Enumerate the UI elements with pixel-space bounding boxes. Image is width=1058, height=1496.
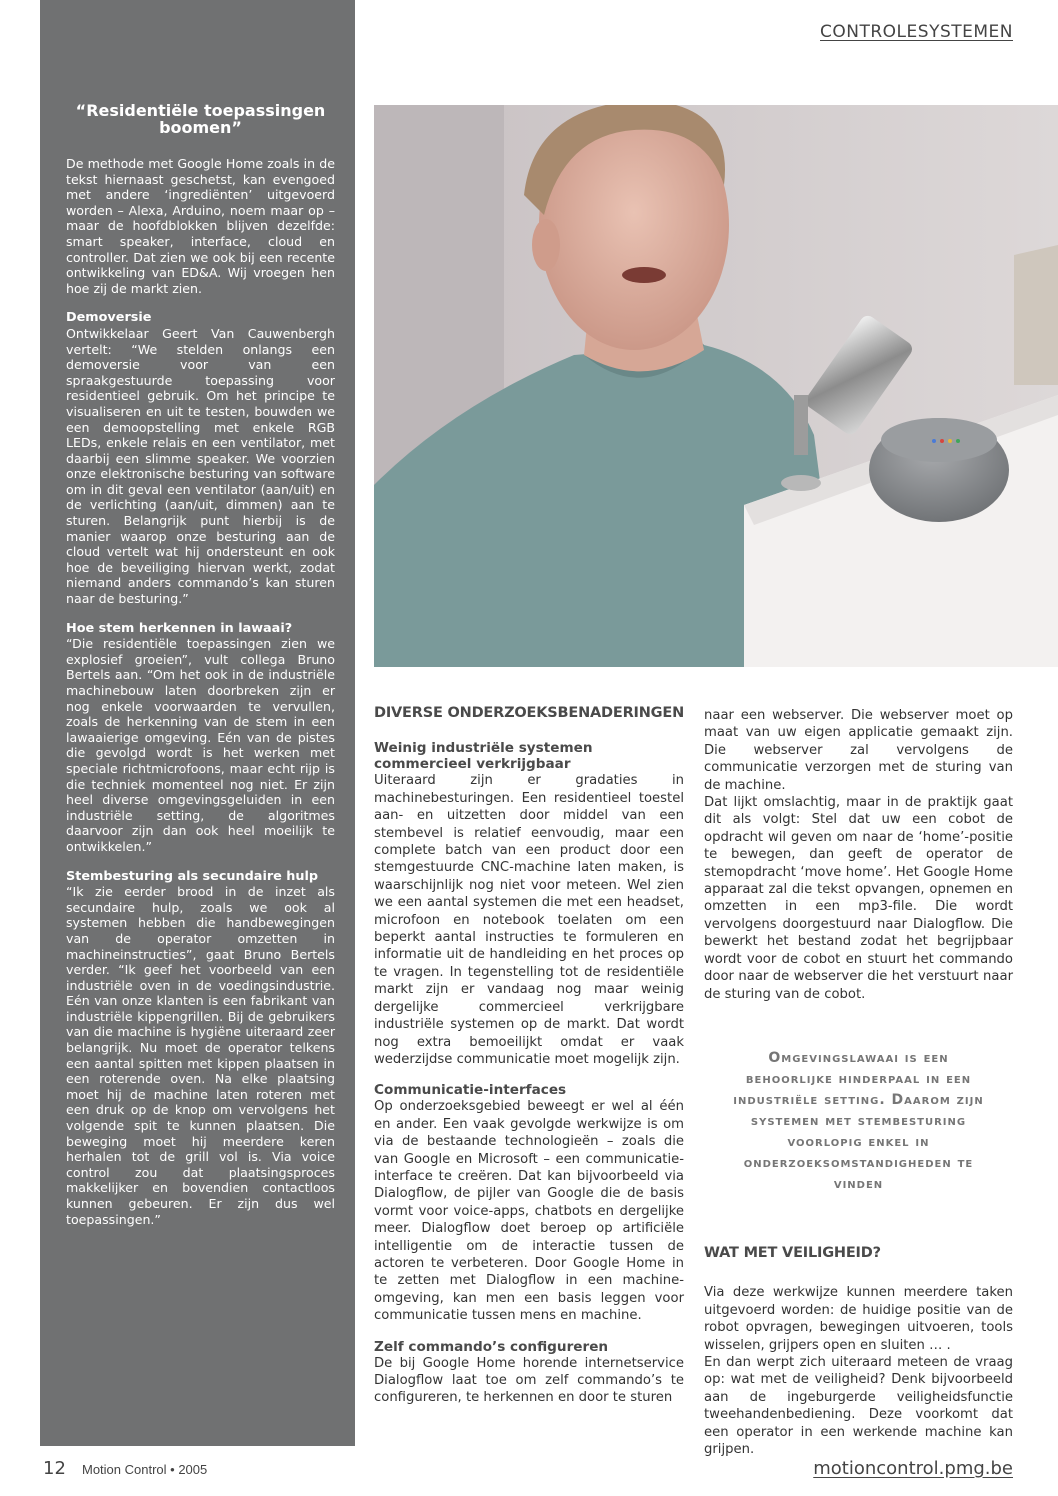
photo-illustration <box>374 105 1058 667</box>
sidebar-body-secundair: “Ik zie eerder brood in de inzet als secundaire hulp, zoals we ook al systemen hebben die handbewegingen van de operator omzetten in machineinstructies”, gaat Bruno Bertels verder. “Ik geef het voorbeeld van een industriële oven in de voedingsindustrie. Eén van onze klanten is een fabrikant van industriële kippengrillen. Bij de gebruikers van die machine is hygiëne uiteraard zeer belangrijk. Nu moet de operator telkens een aantal spitten met kippen plaatsen in een roterende oven. Na elke plaatsing moet hij de machine laten roteren met een druk op de knop om vervolgens het volgende spit te kunnen plaatsen. Die beweging moet hij meerdere keren herhalen tot de grill vol is. Via voice control zou dat plaatsingsproces makkelijker en bovendien contactloos kunnen gebeuren. Er zijn dus wel toepassingen.” <box>66 884 335 1227</box>
sidebar-body-demoversie: Ontwikkelaar Geert Van Cauwenbergh vertelt: “We stelden onlangs een demoversie voor van een spraakgestuurde toepassing voor residentieel gebruik. Om het principe te visualiseren en uit te testen, bouwden we een demoopstelling met enkele RGB LEDs, enkele relais en een ventilator, met daarbij een slimme speaker. We voorzien onze elektronische besturing van software om in dit geval een ventilator (aan/uit) en de verlichting (aan/uit, dimmen) aan te sturen. Belangrijk punt hierbij is de manier waarop onze besturing aan de cloud vertelt wat hij ondersteunt en ook hoe de beveiliging hiervan werkt, zodat niemand anders commando’s kan sturen naar de besturing.” <box>66 325 335 607</box>
sidebar-box <box>40 0 355 1446</box>
article-heading: DIVERSE ONDERZOEKSBENADERINGEN <box>374 705 685 721</box>
paragraph-commandos: De bij Google Home horende internetservice Dialogflow laat toe om zelf commando’s te configureren, te herkennen en door te sturen <box>374 1355 684 1406</box>
paragraph-commercieel: Uiteraard zijn er gradaties in machinebesturingen. Een residentieel toestel aan- en uitzetten door middel van een stembevel is relatief eenvoudig, maar een complete batch van een product door een stemgestuurde CNC-machine laten maken, is waarschijnlijk nog niet voor meteen. Wel zien we een aantal systemen die met een headset, microfoon en notebook toelaten om een beperkt aantal instructies te formuleren en informatie uit de handleiding en het proces op te vragen. In tegenstelling tot de residentiële markt zijn er vandaag nog maar weinig dergelijke commercieel verkrijgbare industriële systemen op de markt. Dat wordt nog extra bemoeilijkt omdat er vaak wederzijdse communicatie moet mogelijk zijn. <box>374 773 684 1067</box>
sidebar-heading-demoversie: Demoversie <box>66 310 152 326</box>
sidebar-intro: De methode met Google Home zoals in de tekst hiernaast geschetst, kan evengoed met andere ‘ingrediënten’ uitgevoerd worden – Alexa, Arduino, noem maar op – maar de hoofdblokken blijven dezelfde: smart speaker, interface, cloud en controller. Dat zien we ook bij een recente ontwikkeling van ED&A. Wij vroegen hen hoe zij de markt zien. <box>66 156 335 296</box>
article-column-right <box>704 707 1013 1458</box>
subheading-commercieel: Weinig industriële systemen commercieel verkrijgbaar <box>374 740 593 773</box>
website-link[interactable]: motioncontrol.pmg.be <box>813 1458 1013 1479</box>
paragraph-cobot-example: Dat lijkt omslachtig, maar in de praktijk gaat dit als volgt: Stel dat uw een cobot de opdracht wil geven om naar de ‘home’-positie te bewegen, dan geeft de operator de stemopdracht ‘move home’. Het Google Home apparaat zal die tekst opvangen, opnemen en omzetten in een mp3-file. Die wordt vervolgens doorgestuurd naar Dialogflow. Die bewerkt het bestand zodat het begrijpbaar wordt voor de cobot en stuurt het commando door naar de webserver die het verstuurt naar de sturing van de cobot. <box>704 795 1013 1002</box>
subheading-commandos: Zelf commando’s configureren <box>374 1338 609 1355</box>
article-column-middle <box>374 705 684 1407</box>
section-label: CONTROLESYSTEMEN <box>820 22 1013 42</box>
heading-veiligheid: WAT MET VEILIGHEID? <box>704 1244 881 1261</box>
subheading-interfaces: Communicatie-interfaces <box>374 1082 567 1099</box>
paragraph-taken: Via deze werkwijze kunnen meerdere taken uitgevoerd worden: de huidige positie van de robot opvragen, bewegingen uitvoeren, tools wisselen, grijpers open en sluiten … . <box>704 1285 1013 1353</box>
pull-quote: Omgevingslawaai is een behoorlijke hinderpaal in een industriële setting. Daarom zijn systemen met stembesturing voorlopig enkel in onderzoeksomstandigheden te vinden <box>733 1049 984 1192</box>
magazine-name: Motion Control • 2005 <box>82 1462 208 1477</box>
paragraph-interfaces: Op onderzoeksgebied beweegt er wel al één en ander. Een vaak gevolgde werkwijze is om via de bestaande technologieën – zoals die van Google en Microsoft – een communicatie-interface te creëren. Dat kan bijvoorbeeld via Dialogflow, de pijler van Google die de basis vormt voor voice-apps, chatbots en dergelijke meer. Dialogflow doet beroep op artificiële intelligentie om de interactie tussen de actoren te verbeteren. Door Google Home in te zetten met Dialogflow in een machine-omgeving, kan men een basis leggen voor communicatie tussen mens en machine. <box>374 1099 684 1324</box>
sidebar-body-lawaai: “Die residentiële toepassingen zien we explosief groeien”, vult collega Bruno Bertels aan. “Om het ook in de industriële machinebouw laten doorbreken zijn er nog enkele voorwaarden te vervullen, zoals de herkenning van de stem in een lawaaierige omgeving. Eén van de pistes die gevolgd wordt is het werken met speciale richtmicrofoons, maar echt rijp is die techniek momenteel nog niet. Er zijn heel diverse omgevingsgeluiden in een industriële setting, de algoritmes daarvoor zijn dan ook heel moeilijk te ontwikkelen.” <box>66 636 335 854</box>
paragraph-veiligheid: En dan werpt zich uiteraard meteen de vraag op: wat met de veiligheid? Denk bijvoorbeeld aan de ingeburgerde veiligheidsfunctie tweehandenbediening. Deze voorkomt dat een operator in een werkende machine kan grijpen. <box>704 1354 1013 1457</box>
paragraph-webserver: naar een webserver. Die webserver moet op maat van uw eigen applicatie gemaakt zijn. Die webserver zal vervolgens de communicatie verzorgen met de sturing van de machine. <box>704 708 1013 793</box>
page-number: 12 <box>43 1458 66 1479</box>
photo-man-speaking-to-smart-speaker <box>374 105 1058 667</box>
sidebar-heading-lawaai: Hoe stem herkennen in lawaai? <box>66 620 293 636</box>
sidebar-heading-secundair: Stembesturing als secundaire hulp <box>66 868 319 884</box>
sidebar-title: “Residentiële toepassingen boomen” <box>75 101 326 137</box>
